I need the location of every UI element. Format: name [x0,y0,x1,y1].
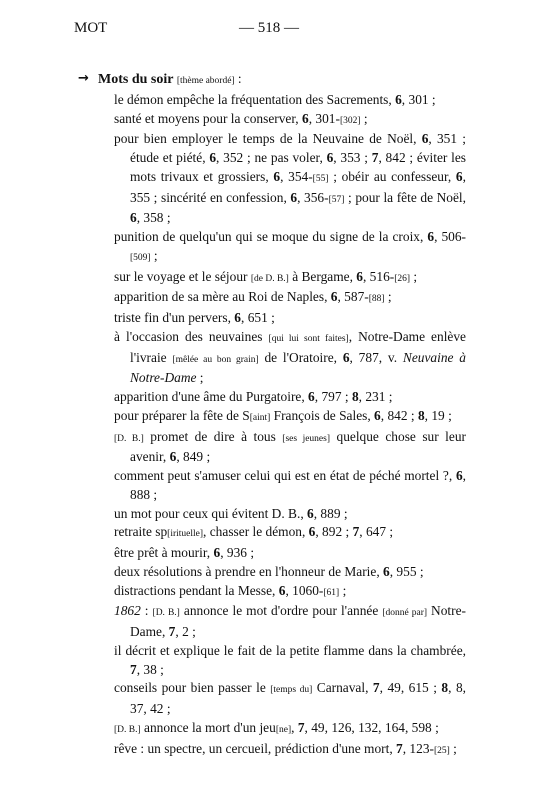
index-item [78,563,466,582]
item-text: ; [384,289,392,305]
item-text: , 889 ; [313,505,348,521]
volume-number: 6 [290,189,298,205]
item-text: comment peut s'amuser celui qui est en état de péché mortel ?, [114,468,456,483]
editorial-insert: [302] [339,115,361,126]
volume-number: 6 [383,563,390,579]
item-text: quelque chose sur leur avenir, [130,428,466,465]
item-text: , 1060- [285,582,324,598]
item-text: , 587- [337,289,369,305]
item-text: , 888 ; [130,468,466,502]
item-text: triste fin d'un pervers, [114,310,235,325]
volume-number: 7 [352,524,360,540]
item-text: à Bergame, [288,268,357,284]
volume-number: 7 [168,624,176,639]
item-text: , 797 ; [314,389,352,404]
volume-number: 6 [330,289,338,305]
editorial-insert: [55] [312,173,329,184]
volume-number: 6 [169,449,177,465]
index-item [78,740,466,761]
editorial-insert: [D. B.] [114,724,141,735]
item-text: un mot pour ceux qui évitent D. B., [114,505,308,521]
item-text: ; [196,370,204,386]
entry-items [78,91,466,761]
item-text: Notre-Dame, [130,603,466,639]
item-text: pour préparer la fête de S [114,407,250,423]
volume-number: 7 [396,740,403,756]
entry-heading [78,70,466,91]
volume-number: 6 [427,229,435,244]
italic-text: Neuvaine à Notre-Dame [130,349,466,386]
index-item [78,228,466,268]
index-item [78,288,466,309]
volume-number: 8 [351,389,359,404]
volume-number: 6 [308,524,316,540]
item-text: , 358 ; [136,210,171,226]
item-text: annonce le mot d'ordre pour l'année [179,603,383,619]
index-item [78,679,466,719]
item-text: promet de dire à tous [143,428,283,444]
item-text: , 38 ; [136,661,164,677]
entry-colon: : [234,71,242,86]
index-item [78,388,466,407]
item-text: il décrit et explique le fait de la petite flamme dans la chambrée, [114,642,466,658]
item-text: , 49, 126, 132, 164, 598 ; [304,719,439,735]
item-text: , 651 ; [241,310,275,325]
editorial-insert: [qui lui sont faites] [268,333,349,344]
item-text: santé et moyens pour la conserver, [114,110,302,126]
volume-number: 7 [297,719,305,735]
item-text: : [140,603,153,619]
volume-number: 6 [278,582,286,598]
item-text: retraite sp [114,524,168,540]
item-text: , 352 ; ne pas voler, [216,150,327,165]
item-text: , 301 ; [401,91,436,107]
volume-number: 8 [417,407,425,423]
index-item [78,268,466,289]
index-item [78,309,466,328]
volume-number: 7 [130,661,137,677]
item-text: , 123- [402,740,434,756]
item-text: , 19 ; [424,407,452,423]
entry-title: Mots du soir [98,72,174,87]
item-text: , 301- [308,110,340,126]
item-text: le démon empêche la fréquentation des Sacrements, [114,91,396,107]
index-item [78,544,466,563]
entry-note: [thème abordé] [176,76,235,86]
item-text: rêve : un spectre, un cercueil, prédiction d'une mort, [114,740,397,756]
item-text: ; obéir au confesseur, [328,168,456,184]
item-text: , 49, 615 ; [379,680,442,696]
running-head [0,20,538,42]
volume-number: 6 [356,268,363,284]
item-text: ; [449,740,457,756]
item-text: à l'occasion des neuvaines [114,328,269,344]
item-text: , 892 ; [315,524,353,540]
item-text: , 647 ; [359,524,394,540]
item-text: punition de quelqu'un qui se moque du signe de la croix, [114,229,428,244]
volume-number: 6 [455,468,463,483]
index-item [78,523,466,544]
volume-number: 6 [308,389,315,404]
index-entry [78,70,466,760]
arrow-right-icon: → [78,71,89,86]
editorial-insert: [de D. B.] [250,273,289,284]
item-text: , 506- [434,229,466,244]
volume-number: 6 [455,168,463,184]
index-item [78,505,466,524]
volume-number: 7 [372,680,380,696]
editorial-insert: [aint] [249,412,271,423]
volume-number: 6 [234,310,241,325]
editorial-insert: [ne] [275,724,292,735]
item-text: sur le voyage et le séjour [114,268,251,284]
index-item [78,428,466,468]
index-item [78,130,466,228]
volume-number: 6 [395,91,402,107]
volume-number: 6 [209,150,217,165]
item-text: , [291,719,298,735]
volume-number: 6 [307,505,314,521]
editorial-insert: [donné par] [382,608,428,619]
volume-number: 8 [441,680,449,696]
index-item [78,582,466,603]
index-item [78,467,466,505]
item-text: , 355 ; sincérité en confession, [130,168,466,205]
item-text: , chasser le démon, [203,524,309,540]
index-item [78,110,466,131]
item-text: , 356- [297,189,329,205]
item-text: , 849 ; [176,449,211,465]
item-text: , 8, 37, 42 ; [130,680,466,716]
index-item [78,328,466,388]
volume-number: 6 [342,349,350,365]
volume-number: 7 [371,150,379,165]
editorial-insert: [61] [323,587,340,598]
editorial-insert: [57] [328,194,345,205]
item-text: conseils pour bien passer le [114,680,271,696]
editorial-insert: [D. B.] [152,608,180,619]
item-text: François de Sales, [270,407,375,423]
item-text: annonce la mort d'un jeu [140,719,276,735]
item-text: , 842 ; [380,407,418,423]
item-text: , 2 ; [175,624,196,639]
index-item [78,91,466,110]
item-text: , 353 ; [333,150,372,165]
item-text: être prêt à mourir, [114,545,214,560]
item-text: , 231 ; [358,389,393,404]
item-text: ; [150,247,158,263]
item-text: , 955 ; [389,563,424,579]
item-text: distractions pendant la Messe, [114,582,279,598]
editorial-insert: [ses jeunes] [282,433,331,444]
item-text: , Notre-Dame enlève l'ivraie [130,328,467,365]
item-text: de l'Oratoire, [258,349,343,365]
editorial-insert: [25] [433,745,450,756]
volume-number: 6 [213,545,221,560]
item-text: , 842 ; éviter les mots trivaux et grossiers, [130,150,466,184]
item-text: ; [410,268,418,284]
editorial-insert: [irituelle] [167,529,204,540]
editorial-insert: [D. B.] [114,433,144,444]
item-text: , 516- [362,268,395,284]
item-text: , 936 ; [220,545,255,560]
editorial-insert: [509] [130,252,151,263]
italic-text: 1862 [114,603,141,619]
item-text: ; pour la fête de Noël, [344,189,466,205]
item-text: , 351 ; étude et piété, [130,131,466,165]
item-text: deux résolutions à prendre en l'honneur de Marie, [114,563,384,579]
volume-number: 6 [374,407,381,423]
volume-number: 6 [326,150,334,165]
item-text: pour bien employer le temps de la Neuvaine de Noël, [114,131,422,147]
item-text: ; [360,110,368,126]
item-text: apparition de sa mère au Roi de Naples, [114,289,331,305]
index-item [78,602,466,642]
item-text: apparition d'une âme du Purgatoire, [114,389,309,404]
volume-number: 6 [302,110,309,126]
index-item [78,407,466,428]
head-word: MOT [74,20,108,36]
item-text: , 787, v. [349,349,403,365]
volume-number: 6 [130,210,137,226]
item-text: ; [339,582,347,598]
item-text: , 354- [280,168,313,184]
index-item [78,642,466,680]
volume-number: 6 [273,168,281,184]
editorial-insert: [temps du] [270,685,313,696]
item-text: Carnaval, [312,680,373,696]
editorial-insert: [mêlée au bon grain] [172,354,259,365]
index-item [78,719,466,740]
editorial-insert: [26] [394,273,411,284]
editorial-insert: [88] [368,294,385,305]
volume-number: 6 [421,131,429,147]
page-number: — 518 — [239,20,299,36]
